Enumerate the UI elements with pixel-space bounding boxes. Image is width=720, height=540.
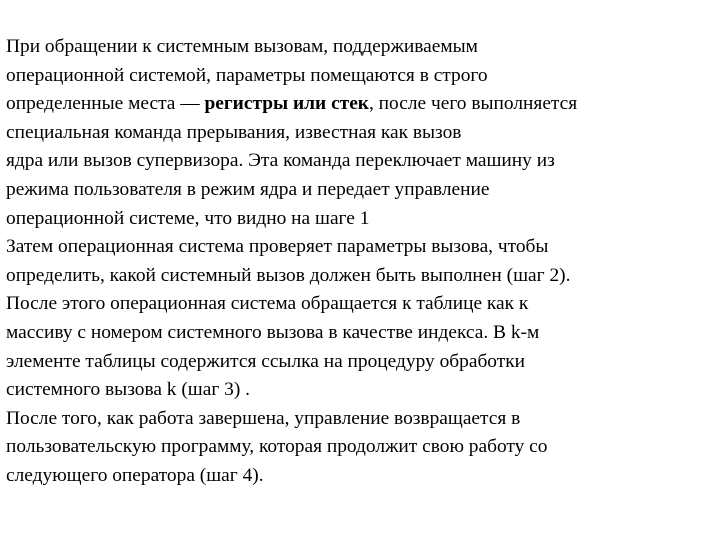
paragraph-return-control bbox=[6, 405, 718, 491]
text-line: системного вызова k (шаг 3) . bbox=[6, 379, 250, 401]
text-line: определить, какой системный вызов должен быть выполнен (шаг 2). bbox=[6, 264, 571, 286]
text-line: режима пользователя в режим ядра и передает управление bbox=[6, 178, 490, 200]
text-line: следующего оператора (шаг 4). bbox=[6, 464, 264, 486]
text-line: операционной системе, что видно на шаге 1 bbox=[6, 207, 370, 229]
text-line: массиву с номером системного вызова в качестве индекса. В k-м bbox=[6, 321, 540, 343]
text-line: После того, как работа завершена, управление возвращается в bbox=[6, 407, 521, 429]
emphasis-registers-or-stack: регистры или стек bbox=[204, 93, 369, 115]
paragraph-os-checks-params bbox=[6, 233, 718, 405]
body-text bbox=[6, 33, 718, 491]
text-line: ядра или вызов супервизора. Эта команда переключает машину из bbox=[6, 150, 555, 172]
text-line: пользовательскую программу, которая продолжит свою работу со bbox=[6, 436, 548, 458]
text-line-with-emphasis bbox=[6, 90, 718, 119]
text-line: После этого операционная система обращается к таблице как к bbox=[6, 293, 529, 315]
text-line: элементе таблицы содержится ссылка на процедуру обработки bbox=[6, 350, 526, 372]
text-line: операционной системой, параметры помещаются в строго bbox=[6, 64, 488, 86]
text-line: При обращении к системным вызовам, поддерживаемым bbox=[6, 36, 478, 57]
paragraph-system-call-params bbox=[6, 33, 718, 233]
text-line: специальная команда прерывания, известная как вызов bbox=[6, 121, 462, 143]
text-fragment: определенные места — bbox=[6, 93, 205, 115]
text-line: Затем операционная система проверяет параметры вызова, чтобы bbox=[6, 236, 549, 258]
text-fragment: , после чего выполняется bbox=[368, 93, 578, 115]
